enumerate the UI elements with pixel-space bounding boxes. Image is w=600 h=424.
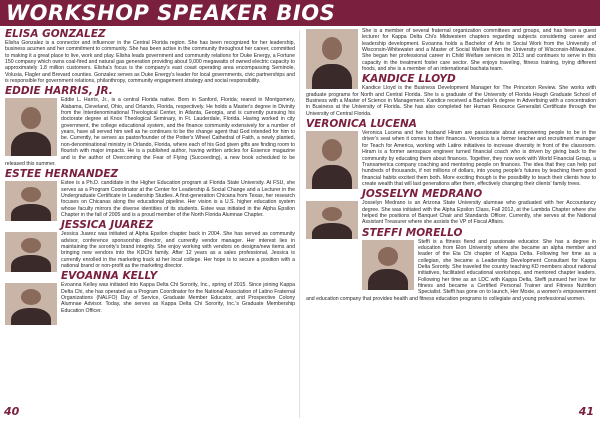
speaker-bio-text bbox=[5, 231, 295, 269]
speaker-bio-content: She is a member of several fraternal organization committees and groups, and has been a guest lecturer for Kappa Delta Chi's Midwestern chapters regarding subjects considering career and leadership development. Evoanna holds a Bachelor of Arts in Social Work from the University of Wisconsin-Whitewater and a Master of Social Welfare from the University of Wisconsin-Milwaukee. She began her professional career in Child Welfare services in 2013 and continues to serve in this capacity in the treatment foster care sector. She enjoys traveling, fitness training, trying different foods, and she is a member of an international bachata team. bbox=[362, 28, 596, 73]
speaker-photo bbox=[362, 240, 414, 290]
speaker-photo bbox=[306, 29, 358, 89]
speaker-photo bbox=[5, 181, 57, 221]
speaker-bio-text bbox=[5, 40, 295, 84]
speaker-bio-content: Steffi is a fitness fiend and passionate educator. She has a degree in education from Elon University where she became an alpha member and leader of the Eta Chi chapter of Kappa Delta. Following her time as a collegian, she became a Leadership Development Consultant for Kappa Delta Sorority. She traveled the country teaching KD members about national initiatives, facilitated educational workshops, and mentored chapter leaders. Following her time as an LDC with Kappa Delta, Steffi pursued her love for fitness and became a Certified Personal Trainer and Fitness Nutrition Specialist. Steffi has gone on to launch, Her Moxie, a women's empowerment and education company that provides health and fitness education programs to collegiate and young professional women. bbox=[306, 238, 596, 302]
speaker-bio-text bbox=[5, 97, 295, 167]
speaker-bio-block bbox=[5, 168, 295, 218]
photo-head bbox=[322, 37, 343, 60]
speaker-bio-block bbox=[5, 85, 295, 167]
speaker-photo bbox=[5, 283, 57, 325]
speaker-name: EDDIE HARRIS, JR. bbox=[5, 85, 113, 98]
speaker-name: KANDICE LLOYD bbox=[362, 73, 456, 86]
photo-head bbox=[322, 207, 343, 221]
page-title: WORKSHOP SPEAKER BIOS bbox=[6, 1, 336, 25]
photo-head bbox=[21, 238, 42, 253]
column-divider bbox=[299, 30, 300, 418]
speaker-bio-block bbox=[5, 219, 295, 269]
speaker-name: ELISA GONZALEZ bbox=[5, 28, 106, 40]
speaker-photo bbox=[306, 131, 358, 189]
speaker-bio-content: Elisha Gonzalez is a connector and influencer in the Central Florida region. She has been recognized for her leadership, business acumen and her commitment to community. She has been active in the community throughout her career, committed to making it a great place to live, work and play. Elisha leads government and community relations for Duke Energy, a Fortune 150 company which owns coal-fired and natural gas generation providing about 9,000 megawatts of owned electric capacity to approximately 1.8 million customers. Elisha's focus is the company's east coast operating area encompassing Seminole, Volusia, Flagler and Brevard counties. Gonzalez serves as Duke Energy's leader for local governments, civic partnerships and is responsible for government relations, philanthropy, community engagement strategy and social responsibility. bbox=[5, 40, 295, 85]
photo-body bbox=[312, 223, 352, 239]
page-number-right: 41 bbox=[578, 405, 594, 418]
speaker-bio-block bbox=[5, 28, 295, 84]
photo-head bbox=[21, 107, 42, 129]
photo-body bbox=[11, 204, 51, 221]
speaker-name: STEFFI MORELLO bbox=[362, 226, 463, 239]
photo-head bbox=[21, 289, 42, 305]
speaker-bio-text bbox=[5, 282, 295, 314]
photo-body bbox=[11, 132, 51, 156]
speaker-photo bbox=[5, 232, 57, 272]
speaker-bio-text bbox=[306, 200, 596, 225]
photo-head bbox=[378, 247, 399, 266]
page-number-left: 40 bbox=[4, 405, 20, 418]
photo-body bbox=[312, 64, 352, 89]
speaker-bio-content: Estee is a Ph.D. candidate in the Higher Education program at Florida State University. At FSU, she serves as a Program Coordinator at the Center for Leadership & Social Change and a Lecturer in the Undergraduate Certificate in Leadership Studies. A first-generation Chicana from Texas, her research focuses on Chicanas along the educational pipeline. Her vision is a U.S. higher education system whose faculty mirrors the diverse identities of its students. Estee was initiated in the Alpha Epsilon Chapter in the fall of 2005 and is a proud member of the North Florida Alumnae Chapter. bbox=[61, 180, 295, 218]
speaker-name: VERONICA LUCENA bbox=[306, 118, 417, 131]
photo-body bbox=[312, 165, 352, 189]
speaker-bio-text bbox=[306, 85, 596, 117]
speaker-name: ESTEE HERNANDEZ bbox=[5, 168, 119, 181]
speaker-bio-block bbox=[306, 118, 596, 187]
speaker-bio-content: Josselyn Medrano is an Arizona State University alumnae who graduated with her Accountancy degree. She was initiated with the Alpha Epsilon Class, Fall 2012, at the Lambda Chapter where she helped the positions of Banquet Chair and Standards Officer. Currently, she serves at the National Assistant Treasurer where she assists the VP of Fiscal Affairs. bbox=[362, 200, 596, 226]
speaker-bio-block bbox=[306, 188, 596, 225]
speaker-name: EVOANNA KELLY bbox=[61, 270, 158, 283]
right-column bbox=[306, 28, 596, 420]
photo-head bbox=[21, 187, 42, 202]
page-header bbox=[0, 0, 600, 26]
speaker-bio-text bbox=[5, 180, 295, 218]
photo-body bbox=[11, 308, 51, 326]
speaker-bio-block bbox=[5, 270, 295, 314]
left-column bbox=[5, 28, 295, 420]
photo-body bbox=[11, 255, 51, 272]
speaker-photo bbox=[306, 201, 358, 239]
photo-body bbox=[368, 269, 408, 290]
photo-head bbox=[322, 139, 343, 161]
speaker-bio-content: Jessica Juarez was initiated at Alpha Epsilon chapter back in 2004. She has served as community advisor, conference sponsorship director, and currently vendor manager. Her interest lies in maintaining the sorority's brand integrity. She enjoy working with vendors on designs/new items and bringing new vendors into the KDChi family. After 12 years as a sales professional, Jessica is currently enrolled in the marketing track at her local college. Her hope is to secure a position with a national brand or non-profit as the marketing director. bbox=[61, 231, 295, 269]
speaker-bio-content: Eddie L. Harris, Jr., is a central Florida native. Born in Sanford, Florida; reared in Montgomery, Alabama, Cleveland, Ohio, and Orlando, Florida, respectively. He holds a Master's degree in Divinity from the Interdenominational Theological Center, in Atlanta, Georgia, and is currently pursuing his doctorate degree at Knox Theological Seminary, in Ft. Lauderdale, Florida. Having worked in city government, the college educational system, and the finance community extensively for a number of years, have all served him well as he continues to be the change agent that God intended for him to be. Currently, he serves as pastor/founder of the Potter's Wheel Cathedral of Faith, a newly planted, non-denominational ministry in Orlando, Florida, where each of his God given gifts are finding room to flourish with major impacts. He is a published author, having written articles for Essence magazine and is the author of Overcoming the Fear of Flying (Succeeding), a new book scheduled to be released this summer. bbox=[5, 97, 295, 167]
speaker-bio-content: Evoanna Kelley was initiated into Kappa Delta Chi Sorority, Inc., spring of 2015. Since joining Kappa Delta Chi, she has operated as a Program Coordinator for the National Association of Latino Fraternal Organizations (NALFO) Day of Service, Graduate Member Educator, and Prospective Colony Alumnae Advisor. Today, she serves as Kappa Delta Chi Sorority, Inc.'s Graduate Membership Education Officer. bbox=[61, 282, 295, 314]
speaker-bio-text bbox=[306, 239, 596, 302]
speaker-bio-text bbox=[306, 130, 596, 187]
speaker-name: JESSICA JUAREZ bbox=[61, 219, 154, 232]
speaker-bio-content: Veronica Lucena and her husband Hiram are passionate about empowering people to be in the driver's seat when it comes to their finances. Veronica is a former teacher and recruitment manager for Teach for America, working with Latinx initiatives to increase diversity in front of the classroom. Hiram is a former aerospace engineer turned financial coach who is driven by giving back to the community by educating them about finances. Together, they now work with World Financial Group, a Transamerica company coaching and mentoring people on finances. The idea that they can help put hundreds of thousands, if not millions of dollars, into young people's futures by teaching them good financial habits excited them both. More exciting though is the possibility to teach their clients how to create wealth that will last generations after them, effectively changing their clients' family trees. bbox=[362, 130, 596, 187]
speaker-photo bbox=[5, 98, 57, 156]
speaker-bio-text bbox=[306, 28, 596, 72]
speaker-bio-block bbox=[306, 28, 596, 72]
speaker-bio-content: Kandice Lloyd is the Business Development Manager for The Princeton Review. She works with graduate programs for North and Central Florida. She is a graduate of the University of Florida Hough Graduate School of Business with a Master of Science in Management. Kandice received a Bachelor's degree in Advertising with a concentration in Business at the University of Florida. She has also completed her Human Resource Generalist Certificate through the University of Central Florida. bbox=[306, 85, 596, 117]
speaker-name: JOSSELYN MEDRANO bbox=[362, 188, 483, 201]
